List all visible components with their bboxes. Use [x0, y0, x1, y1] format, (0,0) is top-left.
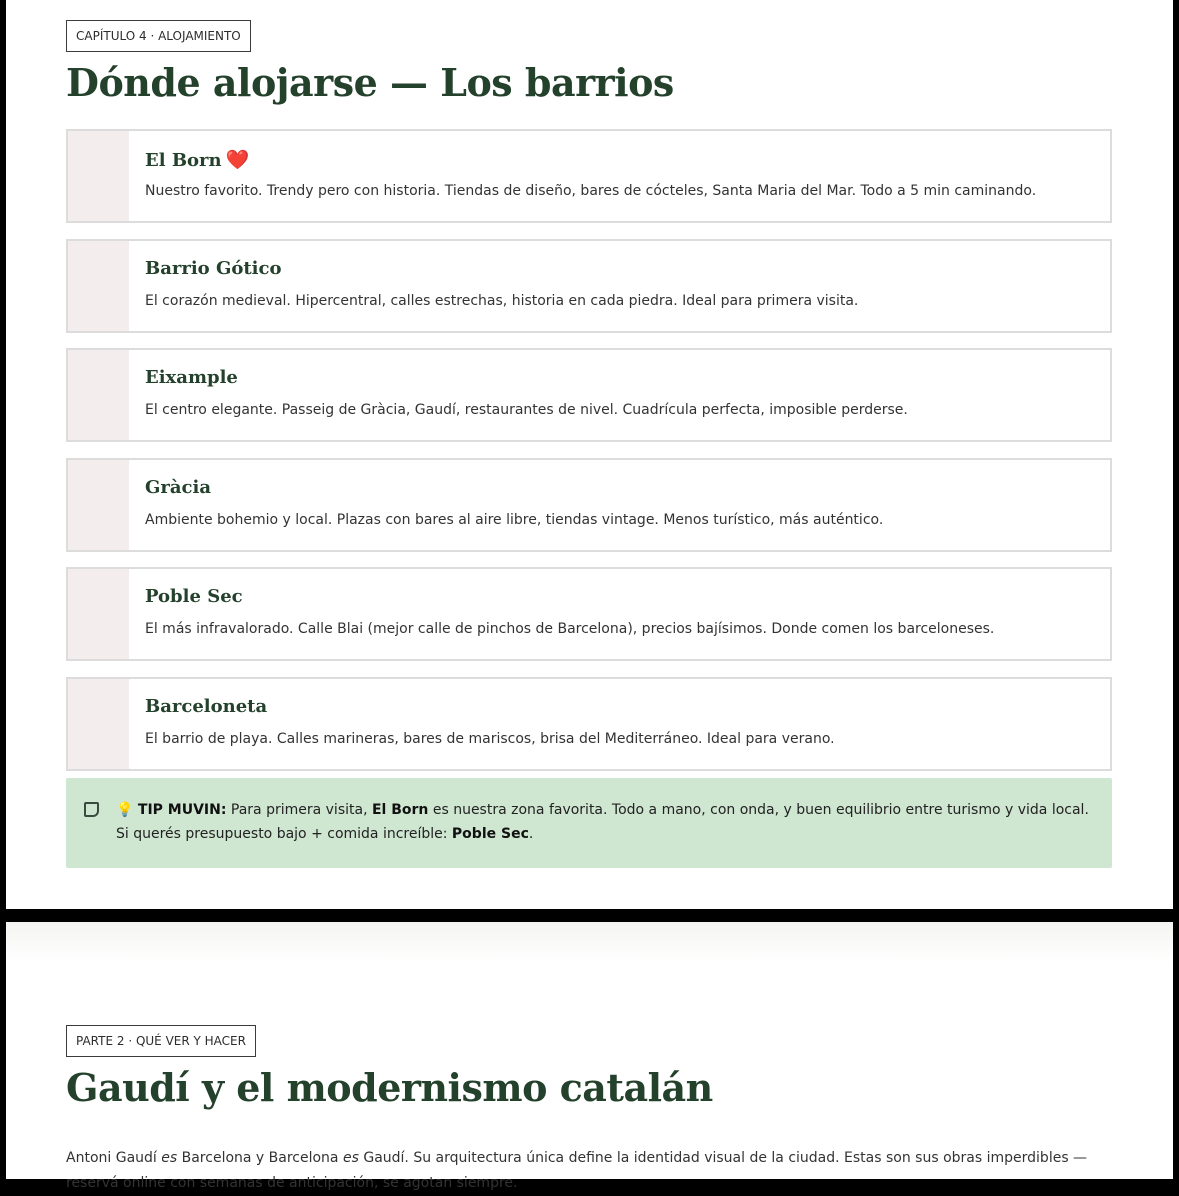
card-accent-stripe — [68, 460, 129, 550]
barrio-description: El más infravalorado. Calle Blai (mejor calle de pinchos de Barcelona), precios bajísimos. Donde comen los barceloneses. — [145, 621, 995, 637]
card-accent-stripe — [68, 241, 129, 331]
barrio-card-gracia — [66, 458, 1112, 552]
barrio-name: Poble Sec — [145, 586, 243, 607]
tip-callout — [66, 778, 1112, 868]
intro-text: Barcelona y Barcelona — [177, 1150, 343, 1166]
barrio-card-poble-sec — [66, 567, 1112, 661]
barrio-description: Nuestro favorito. Trendy pero con historia. Tiendas de diseño, bares de cócteles, Santa Maria del Mar. Todo a 5 min caminando. — [145, 183, 1037, 199]
tip-label: TIP MUVIN: — [137, 802, 227, 818]
page-section-alojamiento — [6, 0, 1173, 909]
barrio-name: Barrio Gótico — [145, 258, 282, 279]
card-accent-stripe — [68, 569, 129, 659]
tip-text-part: Para primera visita, — [226, 802, 372, 818]
tip-text — [116, 798, 1106, 846]
card-accent-stripe — [68, 350, 129, 440]
barrio-description: Ambiente bohemio y local. Plazas con bares al aire libre, tiendas vintage. Menos turístico, más auténtico. — [145, 512, 884, 528]
intro-emphasis: es — [161, 1150, 178, 1166]
chapter-tag: CAPÍTULO 4 · ALOJAMIENTO — [66, 20, 251, 52]
barrio-card-eixample — [66, 348, 1112, 442]
heart-icon: ❤️ — [225, 149, 250, 171]
tip-highlight: El Born — [371, 802, 429, 818]
tip-text-part: . — [528, 826, 534, 842]
tip-text-part: es nuestra zona favorita. Todo a mano, con onda, y buen equilibrio entre turismo y vida local. Si querés presupuesto bajo + comida increíble: — [116, 802, 1089, 842]
page-top-shade — [6, 922, 1173, 962]
note-icon — [84, 802, 99, 817]
barrio-name: Eixample — [145, 367, 238, 388]
barrio-card-barceloneta — [66, 677, 1112, 771]
page-title: Gaudí y el modernismo catalán — [66, 1065, 713, 1110]
intro-paragraph — [66, 1146, 1126, 1196]
barrio-name: Barceloneta — [145, 696, 268, 717]
barrio-name: Gràcia — [145, 477, 211, 498]
intro-emphasis: es — [342, 1150, 359, 1166]
barrio-list — [66, 129, 1112, 787]
barrio-card-barrio-gotico — [66, 239, 1112, 333]
card-accent-stripe — [68, 131, 129, 221]
tip-highlight: Poble Sec — [451, 826, 529, 842]
barrio-card-el-born — [66, 129, 1112, 223]
barrio-description: El centro elegante. Passeig de Gràcia, Gaudí, restaurantes de nivel. Cuadrícula perfecta, imposible perderse. — [145, 402, 908, 418]
barrio-name — [145, 148, 249, 171]
barrio-name-text: El Born — [145, 150, 222, 171]
card-accent-stripe — [68, 679, 129, 769]
barrio-description: El corazón medieval. Hipercentral, calles estrechas, historia en cada piedra. Ideal para primera visita. — [145, 293, 859, 309]
intro-text: Gaudí. Su arquitectura única define la identidad visual de la ciudad. Estas son sus obras imperdibles — reservá online con semanas de anticipación, se agotan siempre. — [66, 1150, 1088, 1191]
barrio-description: El barrio de playa. Calles marineras, bares de mariscos, brisa del Mediterráneo. Ideal para verano. — [145, 731, 835, 747]
intro-text: Antoni Gaudí — [66, 1150, 162, 1166]
lightbulb-icon: 💡 — [116, 802, 134, 818]
chapter-tag: PARTE 2 · QUÉ VER Y HACER — [66, 1025, 256, 1057]
page-section-gaudi — [6, 922, 1173, 1191]
page-title: Dónde alojarse — Los barrios — [66, 60, 674, 105]
